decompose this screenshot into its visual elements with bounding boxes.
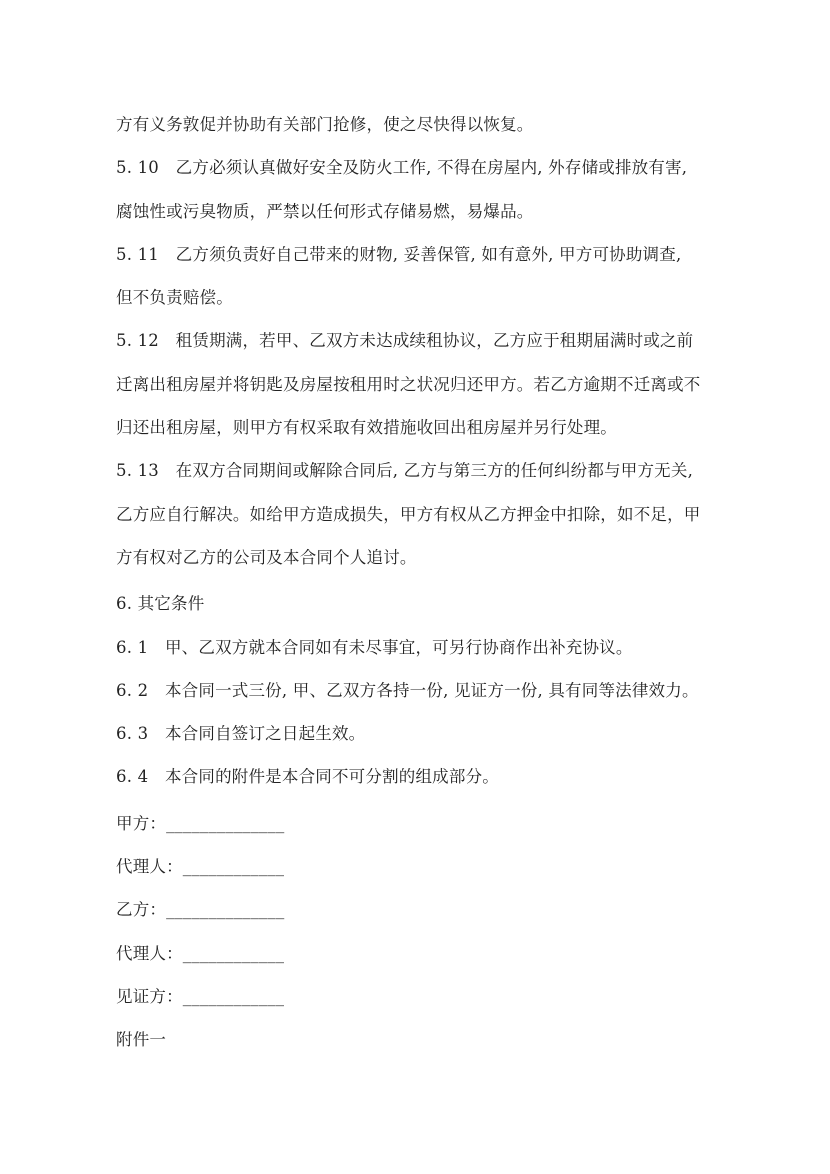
- clause-5-11: 5. 11 乙方须负责好自己带来的财物, 妥善保管, 如有意外, 甲方可协助调查,: [116, 244, 682, 264]
- signature-witness: 见证方：____________: [116, 986, 285, 1006]
- document-body: [116, 110, 716, 1069]
- clause-5-10: 5. 10 乙方必须认真做好安全及防火工作, 不得在房屋内, 外存储或排放有害,: [116, 158, 688, 178]
- clause-6-1: 6. 1 甲、乙双方就本合同如有未尽事宜，可另行协商作出补充协议。: [116, 637, 633, 657]
- clause-5-12: 5. 12 租赁期满，若甲、乙双方未达成续租协议，乙方应于租期届满时或之前: [116, 331, 694, 351]
- signature-party-a: 甲方：______________: [116, 813, 285, 833]
- section-6-heading: 6. 其它条件: [116, 594, 205, 614]
- text-line: 乙方应自行解决。如给甲方造成损失，甲方有权从乙方押金中扣除，如不足，甲: [116, 504, 701, 524]
- text-line: 方有权对乙方的公司及本合同个人追讨。: [116, 547, 417, 567]
- text-line: 归还出租房屋，则甲方有权采取有效措施收回出租房屋并另行处理。: [116, 418, 617, 438]
- signature-agent-b: 代理人：____________: [116, 943, 285, 963]
- text-line: 腐蚀性或污臭物质，严禁以任何形式存储易燃，易爆品。: [116, 201, 534, 221]
- clause-6-2: 6. 2 本合同一式三份, 甲、乙双方各持一份, 见证方一份, 具有同等法律效力。: [116, 680, 699, 700]
- clause-6-3: 6. 3 本合同自签订之日起生效。: [116, 724, 366, 744]
- text-line: 方有义务敦促并协助有关部门抢修，使之尽快得以恢复。: [116, 115, 534, 134]
- clause-5-13: 5. 13 在双方合同期间或解除合同后, 乙方与第三方的任何纠纷都与甲方无关,: [116, 461, 694, 481]
- text-line: 迁离出租房屋并将钥匙及房屋按租用时之状况归还甲方。若乙方逾期不迁离或不: [116, 374, 701, 394]
- signature-agent-a: 代理人：____________: [116, 857, 285, 877]
- clause-6-4: 6. 4 本合同的附件是本合同不可分割的组成部分。: [116, 767, 499, 787]
- text-line: 但不负责赔偿。: [116, 288, 233, 308]
- signature-party-b: 乙方：______________: [116, 900, 285, 920]
- attachment-heading: 附件一: [116, 1030, 167, 1050]
